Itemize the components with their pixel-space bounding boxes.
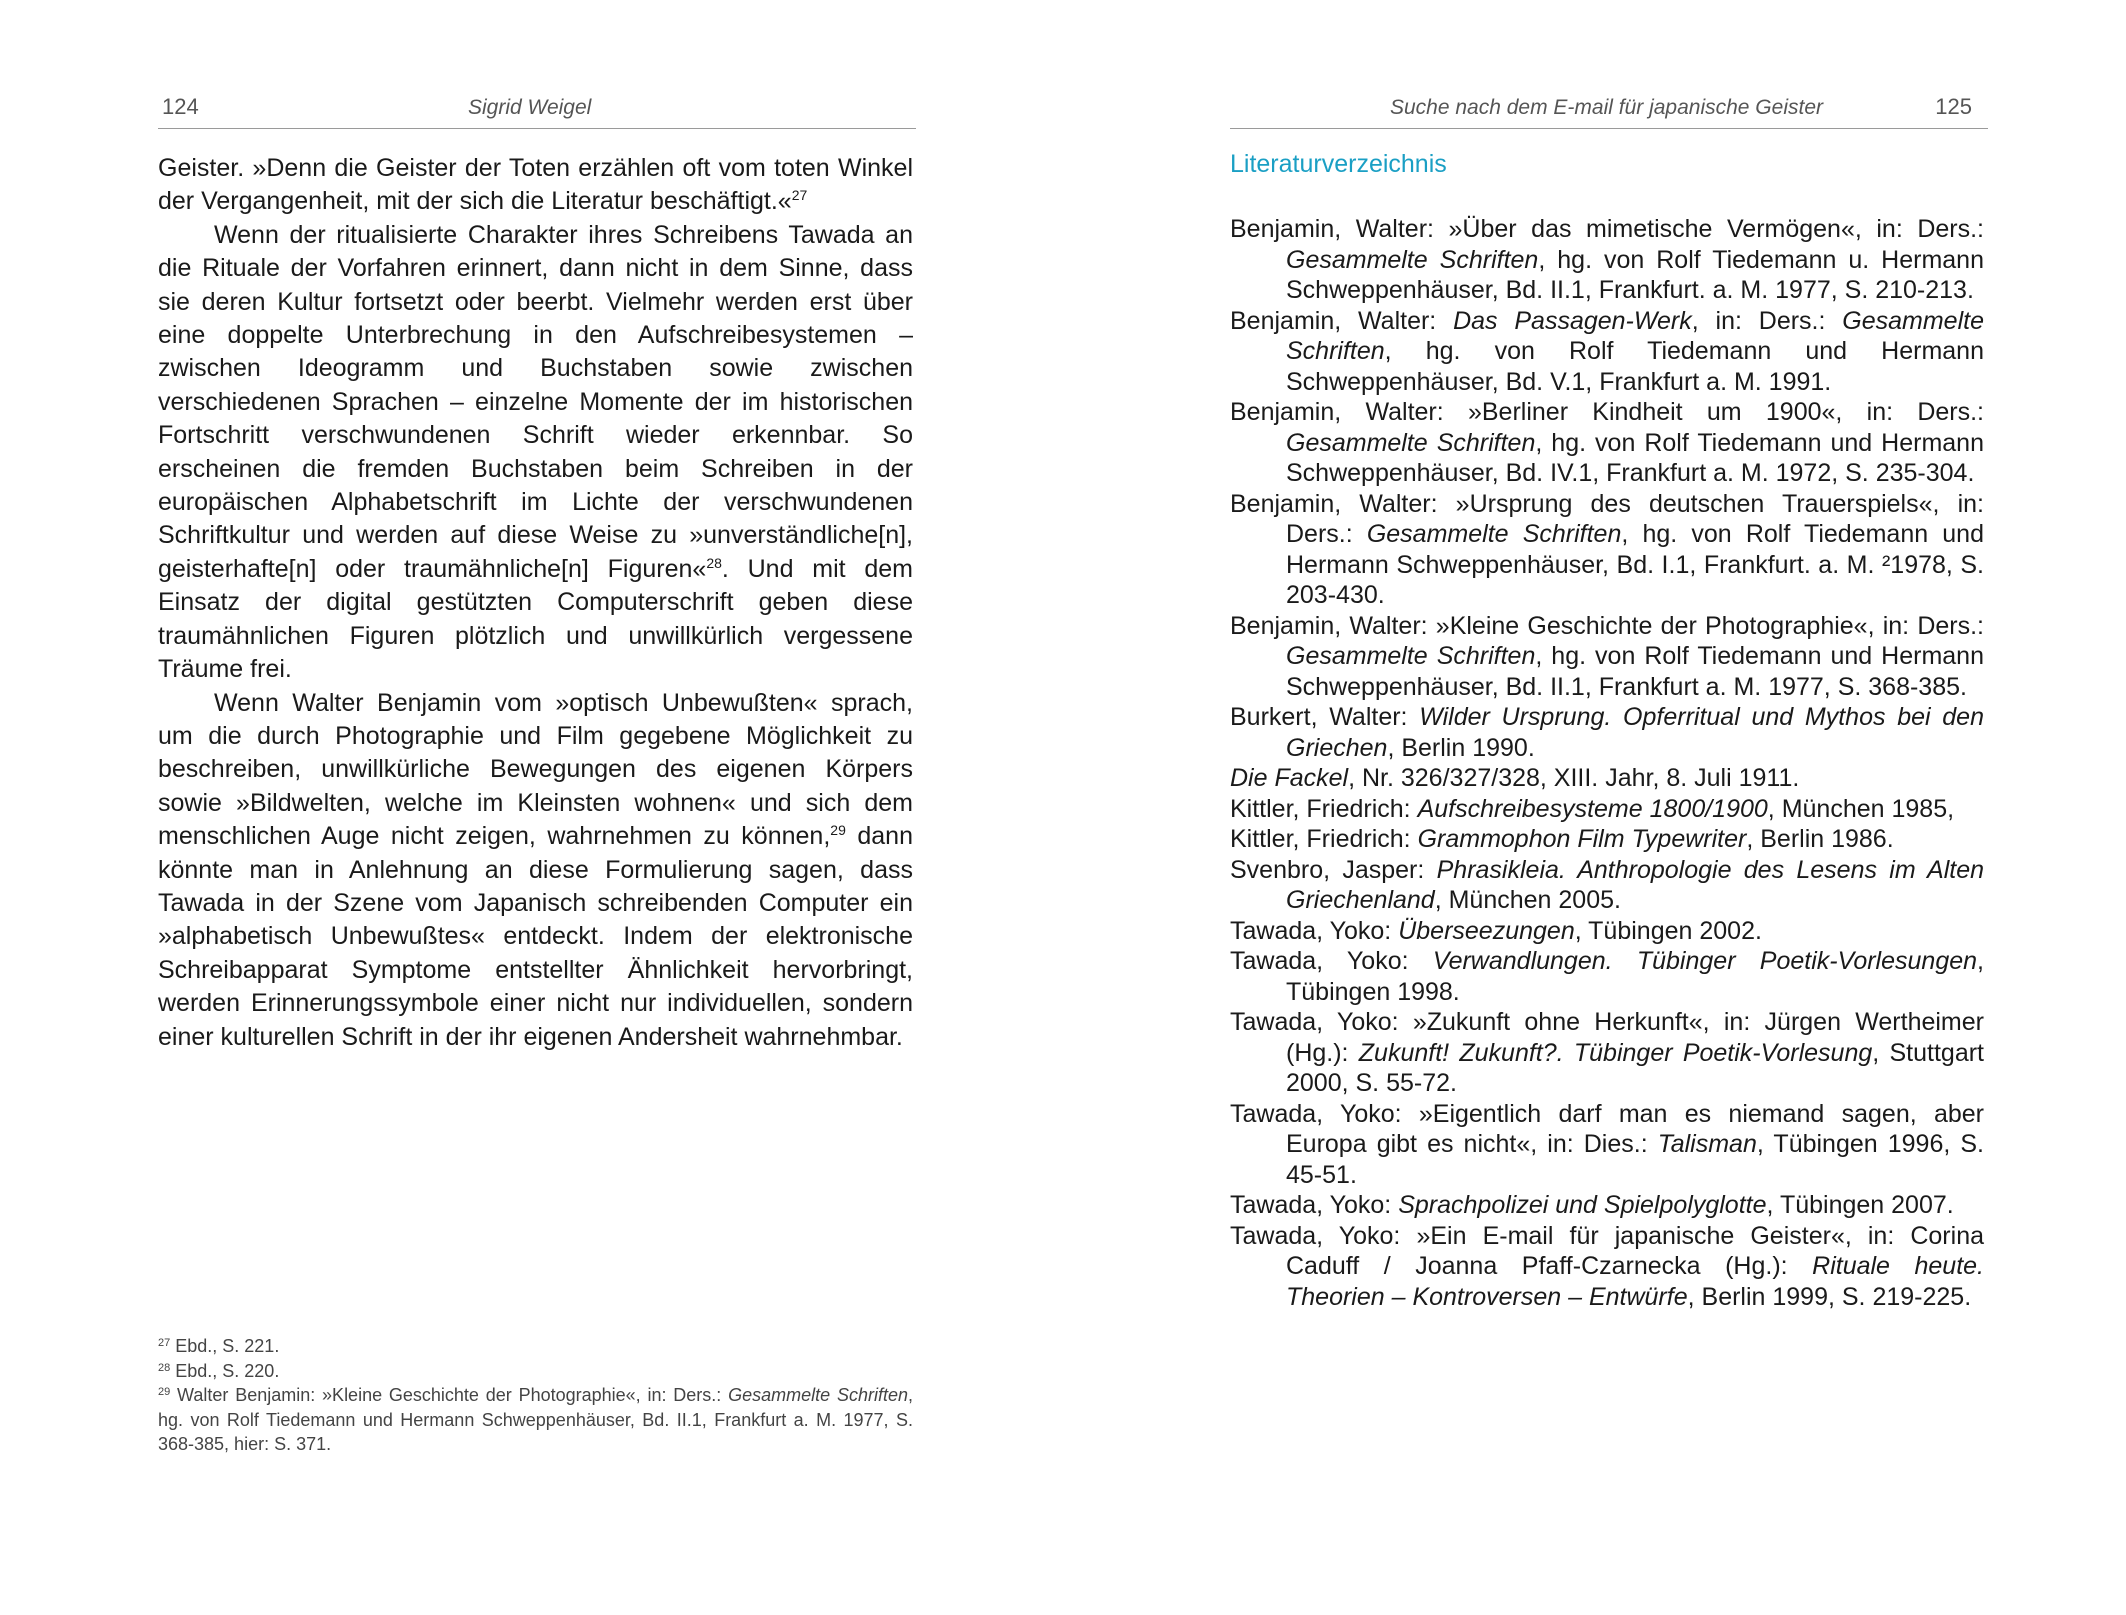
reference-text: Benjamin, Walter: »Berliner Kindheit um 1900«, in: Ders.: — [1230, 398, 1984, 426]
reference-entry — [1230, 611, 1984, 703]
footnote-italic: Gesammelte Schriften — [728, 1385, 908, 1406]
paragraph-text: dann könnte man in Anlehnung an diese Formulierung sagen, dass Tawada in der Szene vom Japanisch schreibenden Computer ein »alphabetisch Unbewußtes« entdeckt. Indem der elektronische Schreibapparat Symptome entstellter Ähnlichkeit hervorbringt, werden Erinnerungssymbole einer nicht nur individuellen, sondern einer kulturellen Schrift in der ihr eigenen Andersheit wahrnehmbar. — [158, 822, 913, 1051]
footnote-number: 28 — [158, 1361, 171, 1374]
paragraph — [158, 219, 913, 687]
reference-entry — [1230, 1221, 1984, 1313]
reference-title: Zukunft! Zukunft?. Tübinger Poetik-Vorlesung — [1358, 1038, 1873, 1067]
reference-text: , Tübingen 1996, S. 45-51. — [1286, 1130, 1985, 1189]
reference-text: , hg. von Rolf Tiedemann u. Hermann Schweppenhäuser, Bd. II.1, Frankfurt. a. M. 1977, S. 210-213. — [1286, 245, 1984, 304]
reference-title: Sprachpolizei und Spielpolyglotte — [1398, 1191, 1767, 1219]
reference-text: , Berlin 1990. — [1387, 733, 1535, 762]
reference-text: Benjamin, Walter: »Über das mimetische Vermögen«, in: Ders.: — [1230, 215, 1984, 243]
footnote-text: Ebd., S. 220. — [170, 1360, 280, 1381]
paragraph-text: . Und mit dem Einsatz der digital gestützten Computerschrift geben diese traumähnlichen Figuren plötzlich und unwillkürlich vergessene Träume frei. — [158, 554, 913, 684]
reference-title: Aufschreibesysteme 1800/1900 — [1417, 794, 1768, 823]
reference-text: Tawada, Yoko: »Zukunft ohne Herkunft«, in: Jürgen Wertheimer (Hg.): — [1230, 1008, 1984, 1067]
reference-text: , Tübingen 1998. — [1286, 947, 1984, 1006]
page-number-right: 125 — [1935, 94, 1972, 119]
body-text — [158, 152, 913, 1054]
reference-entry — [1230, 824, 1984, 855]
reference-title: Grammophon Film Typewriter — [1417, 825, 1747, 853]
reference-text: Tawada, Yoko: — [1230, 1191, 1399, 1219]
paragraph-text: Wenn der ritualisierte Charakter ihres Schreibens Tawada an die Rituale der Vorfahren erinnert, dann nicht in dem Sinne, dass sie deren Kultur fortsetzt oder beerbt. Vielmehr werden erst über eine doppelte Unterbrechung in den Aufschreibesystemen – zwischen Ideogramm und Buchstaben sowie zwischen verschiedenen Sprachen – einzelne Momente der im historischen Fortschritt verschwundenen Schrift wieder erkennbar. So erscheinen die fremden Buchstaben beim Schreiben in der europäischen Alphabetschrift im Lichte der verschwundenen Schriftkultur und werden auf diese Weise zu »unverständliche[n], geisterhafte[n] oder traumähnliche[n] Figuren« — [158, 220, 913, 583]
right-page-header — [1230, 92, 1988, 129]
reference-title: Das Passagen-Werk — [1453, 306, 1692, 335]
reference-text: , Berlin 1986. — [1746, 825, 1894, 853]
paragraph-text: Geister. »Denn die Geister der Toten erzählen oft vom toten Winkel der Vergangenheit, mit der sich die Literatur beschäftigt.« — [158, 154, 913, 216]
reference-entry — [1230, 702, 1984, 763]
reference-entry — [1230, 794, 1984, 825]
reference-text: Benjamin, Walter: — [1230, 306, 1454, 335]
footnote-text: Ebd., S. 221. — [170, 1336, 280, 1356]
reference-entry — [1230, 946, 1984, 1007]
reference-title: Gesammelte Schriften — [1286, 306, 1984, 365]
reference-title: Gesammelte Schriften — [1286, 245, 1539, 274]
reference-entry — [1230, 916, 1984, 947]
reference-entry — [1230, 1190, 1984, 1221]
running-head-right: Suche nach dem E-mail für japanische Geister — [1389, 96, 1823, 119]
footnotes — [158, 1334, 913, 1457]
footnote-number: 29 — [158, 1386, 171, 1399]
footnote-ref: 28 — [706, 554, 722, 571]
footnote-ref: 29 — [830, 822, 846, 839]
reference-text: , München 1985, — [1767, 794, 1955, 823]
reference-text: Benjamin, Walter: »Kleine Geschichte der Photographie«, in: Ders.: — [1230, 611, 1984, 640]
left-page-header — [158, 92, 916, 129]
reference-text: , München 2005. — [1434, 886, 1621, 914]
section-title: Literaturverzeichnis — [1230, 150, 1447, 178]
reference-text: , Nr. 326/327/328, XIII. Jahr, 8. Juli 1911. — [1348, 764, 1800, 792]
reference-title: Verwandlungen. Tübinger Poetik-Vorlesungen — [1432, 947, 1978, 975]
reference-text: , hg. von Rolf Tiedemann und Hermann Schweppenhäuser, Bd. IV.1, Frankfurt a. M. 1972, S. 235-304. — [1286, 428, 1984, 487]
reference-entry — [1230, 214, 1984, 306]
reference-entry — [1230, 1099, 1984, 1191]
reference-entry — [1230, 855, 1984, 916]
reference-title: Gesammelte Schriften — [1286, 642, 1536, 670]
reference-entry — [1230, 306, 1984, 398]
reference-text: , in: Ders.: — [1691, 306, 1843, 335]
page-number-left: 124 — [162, 94, 199, 119]
paragraph — [158, 152, 913, 219]
reference-text: Kittler, Friedrich: — [1230, 825, 1418, 853]
reference-text: Svenbro, Jasper: — [1230, 855, 1437, 884]
reference-text: Burkert, Walter: — [1230, 703, 1420, 731]
footnote — [158, 1334, 913, 1359]
footnote — [158, 1383, 913, 1457]
reference-text: Tawada, Yoko: »Eigentlich darf man es niemand sagen, aber Europa gibt es nicht«, in: Dies.: — [1230, 1099, 1984, 1158]
reference-text: Tawada, Yoko: »Ein E-mail für japanische Geister«, in: Corina Caduff / Joanna Pfaff-Czarnecka (Hg.): — [1230, 1221, 1984, 1280]
reference-text: Benjamin, Walter: »Ursprung des deutschen Trauerspiels«, in: Ders.: — [1230, 489, 1984, 548]
paragraph-text: Wenn Walter Benjamin vom »optisch Unbewußten« sprach, um die durch Photographie und Film gegebene Möglichkeit zu beschreiben, unwillkürliche Bewegungen des eigenen Körpers sowie »Bildwelten, welche im Kleinsten wohnen« und sich dem menschlichen Auge nicht zeigen, wahrnehmen zu können, — [158, 688, 913, 851]
footnote-text: , hg. von Rolf Tiedemann und Hermann Schweppenhäuser, Bd. II.1, Frankfurt a. M. 1977, S. 368-385, hier: S. 371. — [158, 1385, 913, 1455]
reference-title: Die Fackel — [1230, 764, 1349, 792]
reference-entry — [1230, 397, 1984, 489]
reference-entry — [1230, 489, 1984, 611]
reference-title: Gesammelte Schriften — [1366, 520, 1622, 548]
reference-entry — [1230, 1007, 1984, 1099]
reference-list — [1230, 214, 1984, 1312]
reference-text: , Stuttgart 2000, S. 55-72. — [1286, 1038, 1984, 1097]
reference-text: , Tübingen 2007. — [1766, 1191, 1954, 1219]
reference-text: , hg. von Rolf Tiedemann und Hermann Schweppenhäuser, Bd. V.1, Frankfurt a. M. 1991. — [1286, 337, 1984, 396]
footnote-text: Walter Benjamin: »Kleine Geschichte der Photographie«, in: Ders.: — [170, 1385, 729, 1406]
reference-title: Talisman — [1657, 1130, 1757, 1158]
reference-title: Überseezungen — [1398, 916, 1575, 945]
reference-text: , hg. von Rolf Tiedemann und Hermann Schweppenhäuser, Bd. II.1, Frankfurt a. M. 1977, S. 368-385. — [1286, 642, 1984, 701]
reference-text: , Berlin 1999, S. 219-225. — [1687, 1282, 1972, 1311]
footnote-ref: 27 — [791, 187, 808, 204]
reference-text: Tawada, Yoko: — [1230, 916, 1399, 945]
reference-title: Rituale heute. Theorien – Kontroversen – Entwürfe — [1286, 1252, 1985, 1311]
reference-title: Gesammelte Schriften — [1286, 428, 1536, 457]
reference-entry — [1230, 763, 1984, 794]
footnote-number: 27 — [158, 1337, 171, 1349]
reference-text: , Tübingen 2002. — [1574, 916, 1762, 945]
reference-text: Tawada, Yoko: — [1230, 947, 1433, 975]
right-page — [1063, 0, 2126, 1615]
reference-title: Wilder Ursprung. Opferritual und Mythos bei den Griechen — [1286, 703, 1984, 762]
reference-text: , hg. von Rolf Tiedemann und Hermann Schweppenhäuser, Bd. I.1, Frankfurt. a. M. ²1978, S. 203-430. — [1286, 520, 1984, 609]
footnote — [158, 1359, 913, 1384]
reference-text: Kittler, Friedrich: — [1230, 794, 1418, 823]
reference-title: Phrasikleia. Anthropologie des Lesens im Alten Griechenland — [1286, 855, 1984, 914]
running-head-left: Sigrid Weigel — [468, 96, 592, 119]
paragraph — [158, 687, 913, 1054]
